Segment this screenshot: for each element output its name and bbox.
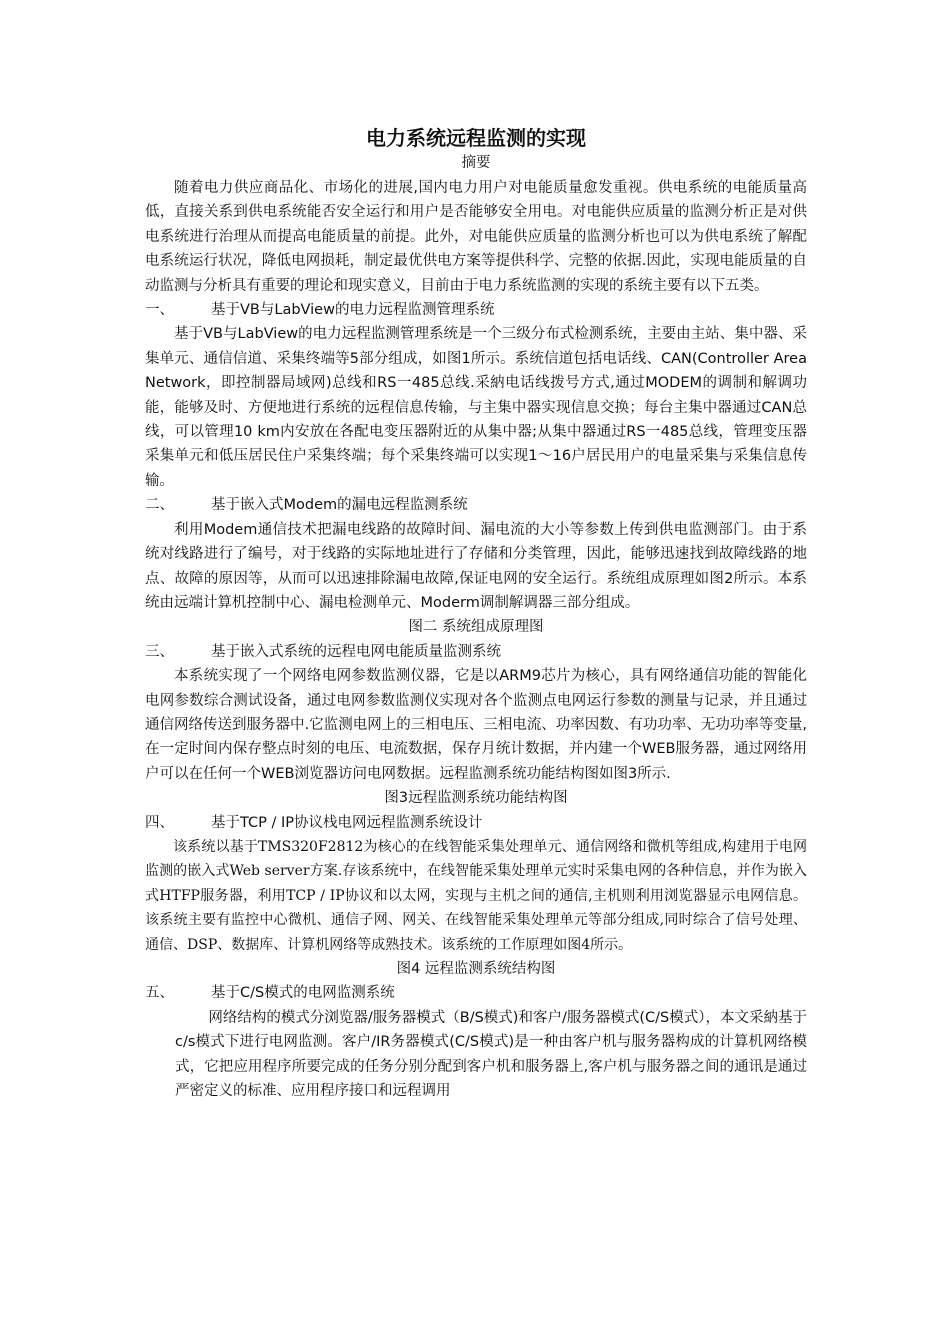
section-heading-text: 基于嵌入式系统的远程电网电能质量监测系统 — [211, 643, 501, 660]
section-body-5-block — [145, 1006, 807, 1104]
section-body-2: 利用Modem通信技术把漏电线路的故障时间、漏电流的大小等参数上传到供电监测部门。由于系统对线路进行了编号，对于线路的实际地址进行了存储和分类管理，因此，能够迅速找到故障线路的地点、故障的原因等，从而可以迅速排除漏电故障,保证电网的安全运行。系统组成原理如图2所示。本系统由远端计算机控制中心、漏电检测单元、Moderm调制解调器三部分组成。 — [145, 521, 807, 611]
section-number: 四、 — [145, 814, 174, 831]
section-heading-1 — [145, 298, 807, 322]
document-title: 电力系统远程监测的实现 — [366, 126, 586, 150]
section-number: 五、 — [145, 985, 174, 1002]
abstract-label: 摘要 — [461, 155, 491, 171]
section-body-1: 基于VB与LabView的电力远程监测管理系统是一个三级分布式检测系统，主要由主站、集中器、采集单元、通信信道、采集终端等5部分组成，如图1所示。系统信道包括电话线、CAN(Controller Area Network，即控制器局域网)总线和RS一485总线.采納电话线拨号方式,通过MODEM的调制和解调功能，能够及时、方便地进行系统的远程信息传输，与主集中器实现信息交换；每台主集中器通过CAN总线，可以管理10 km内安放在各配电变压器附近的从集中器;从集中器通过RS一485总线，管理变压器采集单元和低压居民住户采集终端；每个采集终端可以实现1～16户居民用户的电量采集与采集信息传输。 — [145, 326, 807, 489]
figure-caption-3: 图3远程监测系统功能结构图 — [384, 790, 568, 807]
section-heading-4 — [145, 811, 807, 835]
section-heading-text: 基于TCP / IP协议栈电网远程监测系统设计 — [211, 814, 483, 831]
section-heading-text: 基于嵌入式Modem的漏电远程监测系统 — [211, 497, 468, 514]
section-body-4: 该系统以基于TMS320F2812为核心的在线智能采集处理单元、通信网络和微机等组成,构建用于电网监测的嵌入式Web server方案.存该系统中，在线智能采集处理单元实时采集电网的各种信息，并作为嵌入式HTFP服务器，利用TCP / IP协议和以太网，实现与主机之间的通信,主机则利用浏览器显示电网信息。该系统主要有监控中心微机、通信子网、网关、在线智能采集处理单元等部分组成,同时综合了信号处理、通信、DSP、数据库、计算机网络等成熟技术。该系统的工作原理如图4所示。 — [145, 838, 807, 953]
section-body-5: 网络结构的模式分浏览器/服务器模式（B/S模式)和客户/服务器模式(C/S模式），本文采納基于c/s模式下进行电网监测。客户/IR务器模式(C/S模式)是一种由客户机与服务器构成的计算机网络模式，它把应用程序所要完成的任务分别分配到客户机和服务器上,客户机与服务器之间的通讯是通过严密定义的标准、应用程序接口和远程调用 — [175, 1009, 807, 1100]
section-body-3: 本系统实现了一个网络电网参数监测仪器，它是以ARM9芯片为核心，具有网络通信功能的智能化电网参数综合测试设备，通过电网参数监测仪实现对各个监测点电网运行参数的测量与记录，并且通过通信网络传送到服务器中.它监测电网上的三相电压、三相电流、功率因数、有功功率、无功功率等变量,在一定时间内保存整点时刻的电压、电流数据，保存月统计数据，并内建一个WEB服务器，通过网络用户可以在任何一个WEB浏览器访问电网数据。远程监测系统功能结构图如图3所示. — [145, 668, 807, 782]
figure-caption-4: 图4 远程监测系统结构图 — [396, 961, 556, 977]
abstract-paragraph: 随着电力供应商品化、市场化的进展,国内电力用户对电能质量愈发重视。供电系统的电能质量高低，直接关系到供电系统能否安全运行和用户是否能够安全用电。对电能供应质量的监测分析正是对供电系统进行治理从而提高电能质量的前提。此外，对电能供应质量的监测分析也可以为供电系统了解配电系统运行状况，降低电网损耗，制定最优供电方案等提供科学、完整的依据.因此，实现电能质量的自动监测与分析具有重要的理论和现实意义，目前由于电力系统监测的实现的系统主要有以下五类。 — [145, 180, 807, 294]
section-heading-5 — [145, 981, 807, 1005]
section-heading-3 — [145, 640, 807, 664]
document-page — [145, 124, 807, 1103]
figure-caption-2: 图二 系统组成原理图 — [408, 619, 544, 636]
section-heading-text: 基于VB与LabView的电力远程监测管理系统 — [211, 302, 495, 319]
section-number: 三、 — [145, 643, 174, 660]
section-number: 一、 — [145, 302, 174, 319]
section-number: 二、 — [145, 497, 174, 514]
section-heading-2 — [145, 493, 807, 517]
section-heading-text: 基于C/S模式的电网监测系统 — [211, 985, 395, 1002]
